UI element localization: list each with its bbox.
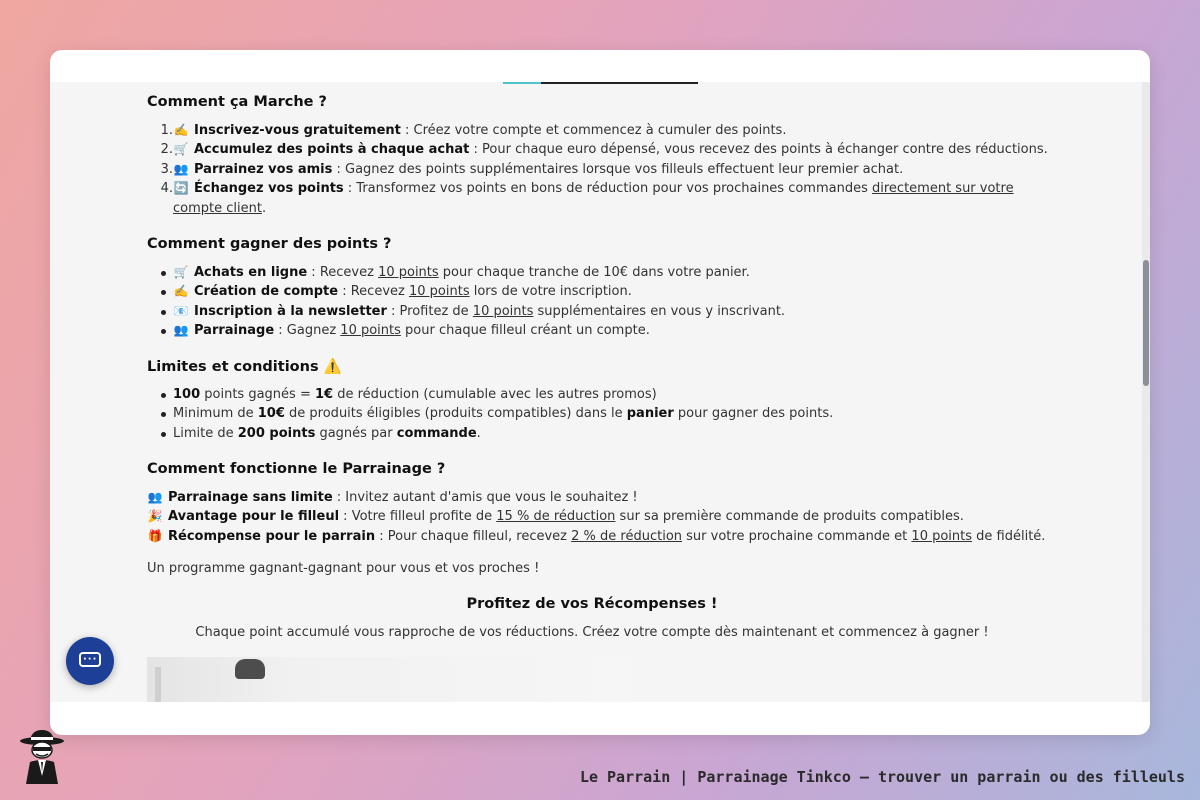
points-link[interactable]: 10 points	[408, 284, 470, 299]
promo-image	[147, 657, 631, 702]
page-content	[50, 82, 1142, 702]
list-item: 100 points gagnés = 1€ de réduction (cumulable avec les autres promos)	[173, 387, 657, 402]
people-icon: 👥	[173, 162, 189, 176]
warning-icon: ⚠️	[323, 359, 342, 375]
writing-hand-icon: ✍️	[173, 123, 189, 137]
list-item: 👥 Parrainez vos amis : Gagnez des points supplémentaires lorsque vos filleuls effectuent leur premier achat.	[173, 160, 903, 180]
cart-icon: 🛒	[173, 142, 189, 156]
list-item: 👥 Parrainage : Gagnez 10 points pour chaque filleul créant un compte.	[173, 321, 650, 341]
writing-hand-icon: ✍️	[173, 284, 189, 298]
exchange-icon: 🔄	[173, 181, 189, 195]
list-item: Minimum de 10€ de produits éligibles (produits compatibles) dans le panier pour gagner des points.	[173, 406, 834, 421]
list-item: Limite de 200 points gagnés par commande.	[173, 426, 481, 441]
footer-caption: Le Parrain | Parrainage Tinkco — trouver un parrain ou des filleuls	[579, 768, 1185, 786]
party-icon: 🎉	[147, 509, 163, 523]
scrollbar-thumb[interactable]	[1143, 260, 1149, 386]
list-item: 🔄 Échangez vos points : Transformez vos points en bons de réduction pour vos prochaines commandes directement sur votre	[173, 179, 1014, 199]
section-title-how-it-works: Comment ça Marche ?	[147, 94, 327, 110]
list-item: ✍️ Inscrivez-vous gratuitement : Créez votre compte et commencez à cumuler des points.	[173, 121, 786, 141]
list-item: ✍️ Création de compte : Recevez 10 points lors de votre inscription.	[173, 282, 632, 302]
discount-link[interactable]: 15 % de réduction	[496, 509, 616, 524]
chat-button[interactable]: ···	[66, 637, 114, 685]
cta-title: Profitez de vos Récompenses !	[466, 596, 718, 612]
people-icon: 👥	[147, 490, 163, 504]
section-title-earn-points: Comment gagner des points ?	[147, 236, 392, 252]
points-link[interactable]: 10 points	[472, 304, 534, 319]
list-item: 🛒 Accumulez des points à chaque achat : Pour chaque euro dépensé, vous recevez des points à échanger contre des réductions.	[173, 140, 1048, 160]
gift-icon: 🎁	[147, 529, 163, 543]
points-link[interactable]: 10 points	[911, 529, 973, 544]
list-number: 4.	[160, 181, 173, 196]
list-number: 2.	[160, 142, 173, 157]
parrain-logo	[18, 728, 66, 784]
list-item: 📧 Inscription à la newsletter : Profitez de 10 points supplémentaires en vous y inscrivant.	[173, 302, 785, 322]
list-item: 🛒 Achats en ligne : Recevez 10 points pour chaque tranche de 10€ dans votre panier.	[173, 263, 750, 283]
referral-item: 🎉 Avantage pour le filleul : Votre filleul profite de 15 % de réduction sur sa première commande de produits compatibles.	[147, 507, 964, 527]
section-title-limits: Limites et conditions ⚠️	[147, 359, 342, 375]
points-link[interactable]: 10 points	[378, 265, 439, 280]
list-item-continuation: compte client.	[173, 201, 267, 216]
referral-closing: Un programme gagnant-gagnant pour vous et vos proches !	[147, 561, 540, 576]
account-link[interactable]: directement sur votre	[872, 181, 1014, 196]
referral-item: 👥 Parrainage sans limite : Invitez autant d'amis que vous le souhaitez !	[147, 488, 638, 508]
browser-card	[50, 50, 1150, 735]
list-number: 1.	[160, 123, 173, 138]
scrollbar[interactable]	[1142, 82, 1150, 702]
list-number: 3.	[160, 162, 173, 177]
points-link[interactable]: 10 points	[340, 323, 401, 338]
cart-icon: 🛒	[173, 265, 189, 279]
cta-text: Chaque point accumulé vous rapproche de vos réductions. Créez votre compte dès maintenant et commencez à gagner !	[195, 625, 989, 640]
account-link-cont[interactable]: compte client	[173, 201, 262, 216]
discount-link[interactable]: 2 % de réduction	[571, 529, 683, 544]
people-icon: 👥	[173, 323, 189, 337]
section-title-referral: Comment fonctionne le Parrainage ?	[147, 461, 446, 477]
email-icon: 📧	[173, 304, 189, 318]
referral-item: 🎁 Récompense pour le parrain : Pour chaque filleul, recevez 2 % de réduction sur votre prochaine commande et 10 points de fidélité.	[147, 527, 1045, 547]
tab-indicator	[503, 82, 698, 84]
